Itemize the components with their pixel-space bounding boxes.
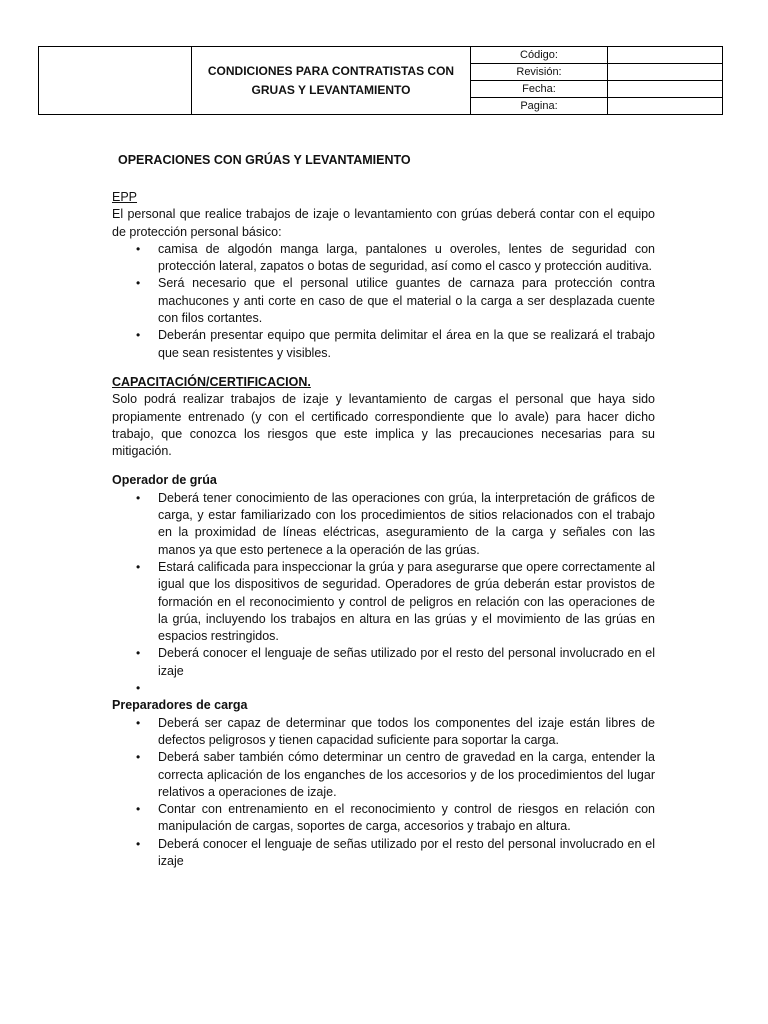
codigo-value: [608, 47, 723, 64]
list-item: • camisa de algodón manga larga, pantalones u overoles, lentes de seguridad con protección lateral, zapatos o botas de seguridad, así como el casco y protección auditiva.: [136, 241, 655, 274]
bullet-icon: •: [136, 836, 141, 851]
logo-cell: [39, 47, 192, 115]
operador-title: Operador de grúa: [112, 473, 217, 488]
bullet-icon: •: [136, 802, 141, 817]
list-item: • Deberán presentar equipo que permita delimitar el área en la que se realizará el trabajo que sean resistentes y visibles.: [136, 328, 655, 360]
list-item: [136, 680, 655, 697]
document-title-line-1: CONDICIONES PARA CONTRATISTAS CON: [207, 63, 455, 78]
list-item: • Contar con entrenamiento en el reconocimiento y control de riesgos en relación con manipulación de cargas, soportes de carga, accesorios y trabajo en altura.: [136, 802, 655, 834]
bullet-icon: •: [136, 276, 141, 291]
revision-label: Revisión:: [471, 64, 608, 81]
capacitacion-title: CAPACITACIÓN/CERTIFICACION.: [112, 374, 311, 389]
document-body: [112, 153, 655, 870]
revision-value: [608, 64, 723, 81]
list-item: • Deberá conocer el lenguaje de señas utilizado por el resto del personal involucrado en el izaje: [136, 836, 655, 868]
bullet-icon: •: [136, 715, 141, 730]
document-header-table: [38, 46, 723, 115]
preparadores-list: [112, 715, 655, 871]
capacitacion-text: Solo podrá realizar trabajos de izaje y levantamiento de cargas el personal que haya sido propiamente entrenado (y con el certificado correspondiente que lo avale) para hacer dicho trabajo, que conozca los riesgos que este implica y las precauciones necesarias para su mitigación.: [112, 392, 655, 459]
bullet-icon: •: [136, 328, 141, 343]
epp-list: [112, 241, 655, 362]
epp-title: EPP: [112, 190, 138, 204]
list-item: • Deberá conocer el lenguaje de señas utilizado por el resto del personal involucrado en el izaje: [136, 646, 655, 678]
document-title-cell: [192, 47, 471, 115]
epp-intro: El personal que realice trabajos de izaje o levantamiento con grúas deberá contar con el equipo de protección personal básico:: [112, 207, 655, 239]
document-title-line-2: GRUAS Y LEVANTAMIENTO: [251, 82, 411, 97]
bullet-icon: •: [136, 681, 141, 696]
list-item: • Estará calificada para inspeccionar la grúa y para asegurarse que opere correctamente al igual que los dispositivos de seguridad. Operadores de grúa deberán estar provistos de formación en el reconocimiento y control de peligros en relación con las operaciones de la grúa, incluyendo los trabajos en altura en las grúas y el movimiento de las grúas en espacios restringidos.: [136, 559, 655, 644]
fecha-label: Fecha:: [471, 81, 608, 98]
bullet-icon: •: [136, 241, 141, 256]
bullet-icon: •: [136, 490, 141, 505]
section-heading: OPERACIONES CON GRÚAS Y LEVANTAMIENTO: [118, 153, 411, 167]
bullet-icon: •: [136, 646, 141, 661]
preparadores-title: Preparadores de carga: [112, 698, 248, 713]
bullet-icon: •: [136, 559, 141, 574]
operador-list: [112, 490, 655, 698]
list-item: • Deberá tener conocimiento de las operaciones con grúa, la interpretación de gráficos de carga, y estar familiarizado con los procedimientos de sitios relacionados con el trabajo en la proximidad de líneas eléctricas, aseguramiento de la carga y señales con las manos ya que esto pertenece a la operación de las grúas.: [136, 490, 655, 557]
list-item: • Deberá saber también cómo determinar un centro de gravedad en la carga, entender la correcta aplicación de los enganches de los accesorios y de los procedimientos del lugar relativos a operaciones de izaje.: [136, 750, 655, 799]
fecha-value: [608, 81, 723, 98]
list-item: • Será necesario que el personal utilice guantes de carnaza para protección contra machucones y anti corte en caso de que el material o la carga a ser desplazada cuente con filos cortantes.: [136, 276, 655, 326]
pagina-value: [608, 98, 723, 115]
bullet-icon: •: [136, 750, 141, 765]
codigo-label: Código:: [471, 47, 608, 64]
pagina-label: Pagina:: [471, 98, 608, 115]
list-item: • Deberá ser capaz de determinar que todos los componentes del izaje están libres de defectos peligrosos y tienen capacidad suficiente para soportar la carga.: [136, 715, 655, 747]
